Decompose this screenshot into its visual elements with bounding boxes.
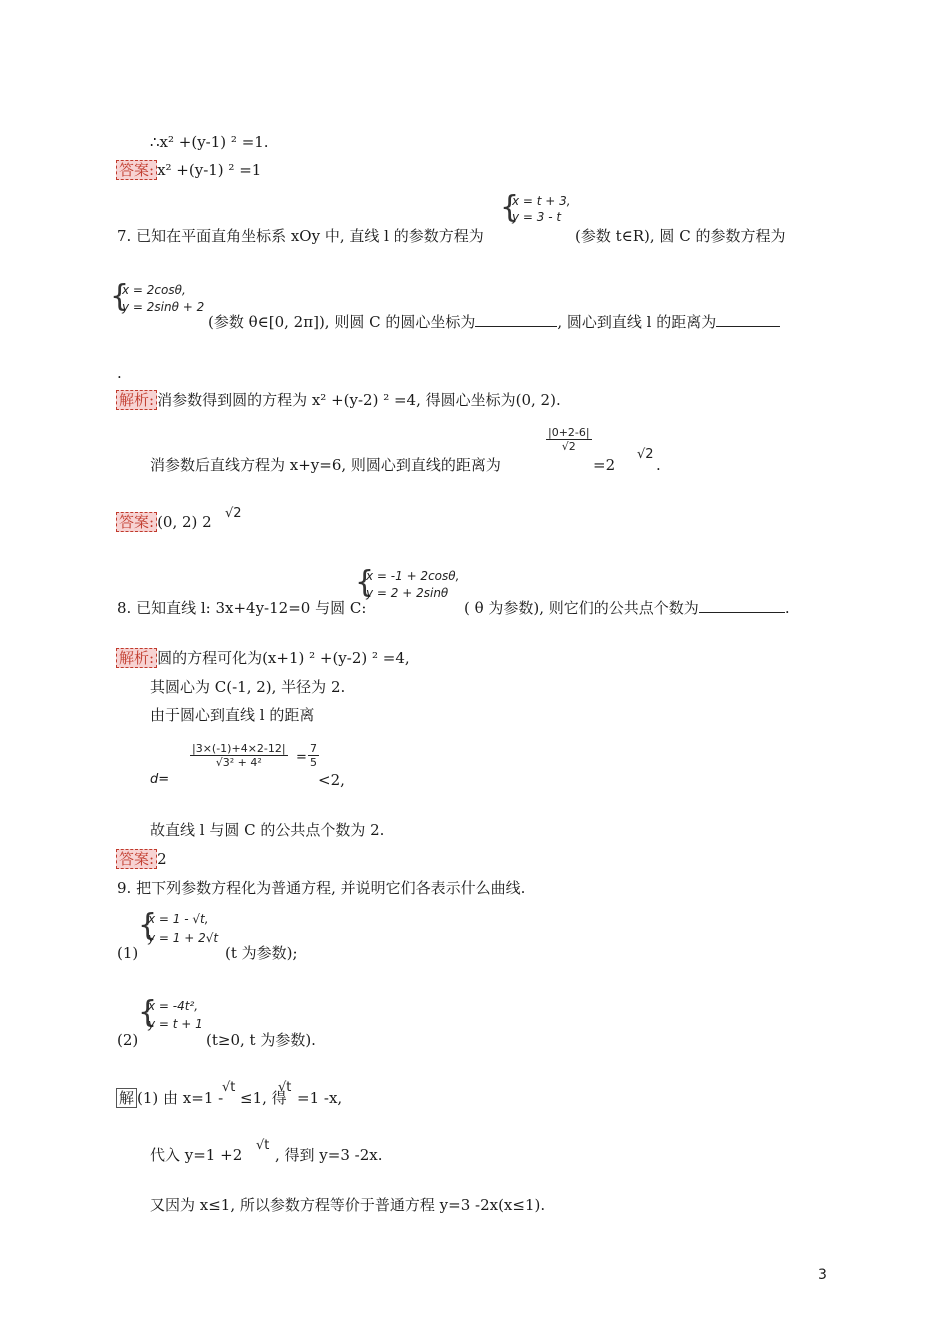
- q7-dot: .: [117, 364, 122, 382]
- q7-text-c: [208, 312, 780, 332]
- sqrt-t-c: √t: [256, 1138, 270, 1153]
- q8-circle-x: x = -1 + 2cosθ,: [366, 569, 460, 583]
- analysis-7: [116, 390, 561, 410]
- q9-2-label: (2): [117, 1031, 139, 1049]
- solution-9a: [116, 1088, 223, 1108]
- q7-circle-y: y = 2sinθ + 2: [122, 300, 205, 314]
- d8-fraction: [190, 742, 288, 769]
- answer-7: [116, 512, 212, 532]
- dist7-num: |0+2-6|: [548, 426, 590, 439]
- solution-9a1: (1) 由 x=1 -: [137, 1089, 224, 1107]
- analysis-8c: 由于圆心到直线 l 的距离: [150, 706, 315, 724]
- q7-text-d: , 圆心到直线 l 的距离为: [557, 313, 717, 331]
- solution-9c: 又因为 x≤1, 所以参数方程等价于普通方程 y=3 -2x(x≤1).: [150, 1196, 546, 1214]
- analysis-7b: 消参数后直线方程为 x+y=6, 则圆心到直线的距离为: [150, 456, 501, 474]
- q8-text-b-span: ( θ 为参数), 则它们的公共点个数为: [464, 599, 699, 617]
- answer-7-text: (0, 2) 2: [157, 513, 212, 531]
- q9-title: 9. 把下列参数方程化为普通方程, 并说明它们各表示什么曲线.: [117, 879, 526, 897]
- answer-label-8: 答案:: [116, 849, 157, 869]
- q7-line-x: x = t + 3,: [512, 194, 571, 208]
- analysis-8d1: d=: [150, 772, 170, 787]
- sqrt-t-b: √t: [278, 1080, 292, 1095]
- page-number: 3: [818, 1267, 827, 1283]
- q9-1-y: y = 1 + 2√t: [148, 931, 219, 945]
- analysis-label: 解析:: [116, 390, 157, 410]
- analysis-8a: 圆的方程可化为(x+1) ² +(y-2) ² =4,: [157, 649, 410, 667]
- brace-q9-1: {: [138, 908, 158, 943]
- q8-dot: .: [784, 599, 790, 617]
- sqrt2-a: √2: [637, 447, 654, 462]
- q9-2-y: y = t + 1: [148, 1017, 203, 1031]
- brace-q9-2: {: [138, 995, 158, 1030]
- q7-text-a: 7. 已知在平面直角坐标系 xOy 中, 直线 l 的参数方程为: [117, 227, 484, 245]
- q8-text-b: [464, 598, 790, 618]
- q7-text-b: (参数 t∈R), 圆 C 的参数方程为: [575, 227, 786, 245]
- line-therefore: ∴x² +(y-1) ² =1.: [150, 133, 269, 151]
- answer-8-text: 2: [157, 850, 167, 868]
- analysis-7b3: .: [656, 456, 661, 474]
- analysis-8d2: <2,: [318, 771, 345, 789]
- answer-8: [116, 849, 167, 869]
- dist7-fraction: [546, 426, 592, 453]
- solution-9a3: =1 -x,: [297, 1089, 343, 1107]
- brace-q7-line: {: [500, 190, 520, 225]
- q9-2-text: (t≥0, t 为参数).: [206, 1031, 316, 1049]
- sqrt-t-a: √t: [222, 1080, 236, 1095]
- solution-9b2: , 得到 y=3 -2x.: [275, 1146, 383, 1164]
- sqrt2-b: √2: [225, 506, 242, 521]
- solution-9a2: ≤1, 得: [240, 1089, 287, 1107]
- d8-den: √3² + 4²: [215, 756, 262, 769]
- answer-label: 答案:: [116, 160, 157, 180]
- analysis-8e: 故直线 l 与圆 C 的公共点个数为 2.: [150, 821, 385, 839]
- q9-1-label: (1): [117, 944, 139, 962]
- solution-label: 解: [116, 1088, 137, 1108]
- solution-9b1: 代入 y=1 +2: [150, 1146, 243, 1164]
- q9-1-x: x = 1 - √t,: [148, 912, 209, 926]
- brace-q7-circle: {: [110, 279, 130, 314]
- q9-2-x: x = -4t²,: [148, 999, 199, 1013]
- q8-circle-y: y = 2 + 2sinθ: [366, 586, 449, 600]
- analysis-8b: 其圆心为 C(-1, 2), 半径为 2.: [150, 678, 346, 696]
- d8-r-den: 5: [310, 756, 317, 769]
- q8-text-a: 8. 已知直线 l: 3x+4y-12=0 与圆 C:: [117, 599, 367, 617]
- brace-q8-circle: {: [355, 565, 375, 600]
- analysis-8: [116, 648, 410, 668]
- d8-result: [308, 742, 319, 769]
- q9-1-text: (t 为参数);: [225, 944, 298, 962]
- q7-text-c-span: (参数 θ∈[0, 2π]), 则圆 C 的圆心坐标为: [208, 313, 476, 331]
- blank-center: [475, 312, 557, 327]
- q7-circle-x: x = 2cosθ,: [122, 283, 186, 297]
- q7-line-y: y = 3 - t: [512, 210, 562, 224]
- answer-6: [116, 160, 261, 180]
- blank-count: [699, 598, 785, 613]
- d8-num: |3×(-1)+4×2-12|: [192, 742, 286, 755]
- analysis-7-text: 消参数得到圆的方程为 x² +(y-2) ² =4, 得圆心坐标为(0, 2).: [157, 391, 561, 409]
- blank-distance: [716, 312, 780, 327]
- d8-eq: =: [296, 750, 307, 765]
- d8-r-num: 7: [310, 742, 317, 755]
- analysis-label-8: 解析:: [116, 648, 157, 668]
- answer-label-7: 答案:: [116, 512, 157, 532]
- answer-6-text: x² +(y-1) ² =1: [157, 161, 262, 179]
- analysis-7b2: =2: [593, 456, 616, 474]
- dist7-den: √2: [561, 440, 576, 453]
